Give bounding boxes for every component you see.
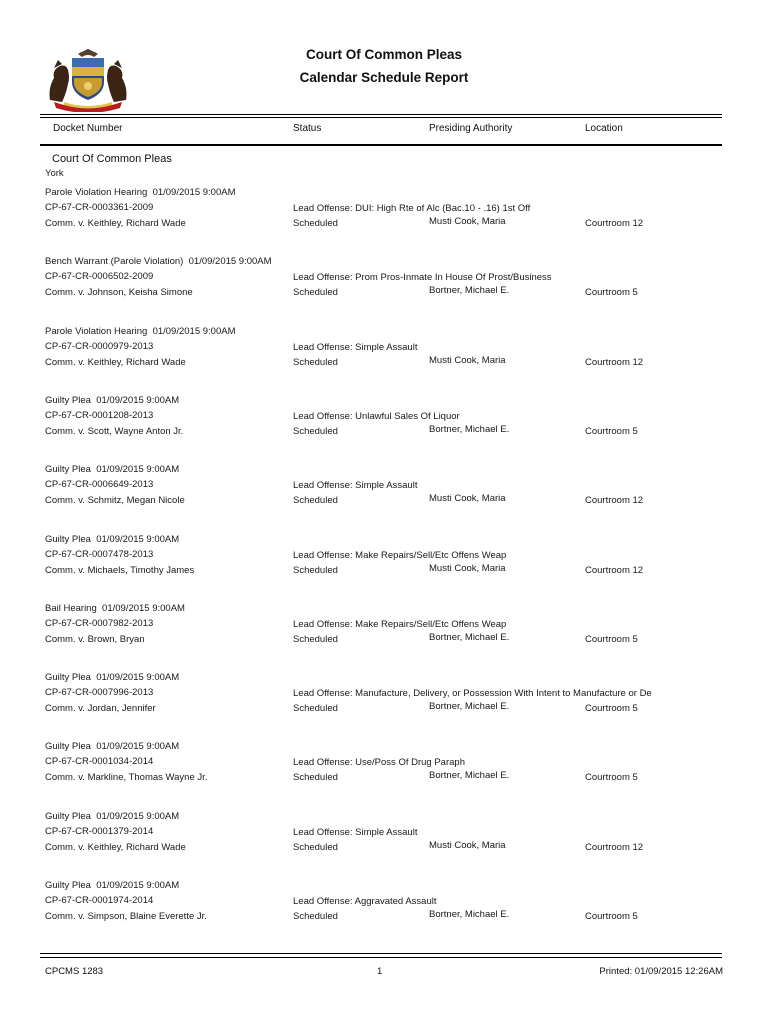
entry-case-caption: Comm. v. Brown, Bryan bbox=[45, 634, 145, 645]
entry-presiding-authority: Musti Cook, Maria bbox=[429, 216, 506, 227]
entry-docket-number: CP-67-CR-0006502-2009 bbox=[45, 271, 154, 282]
entry-status: Scheduled bbox=[293, 287, 338, 298]
entry-datetime: 01/09/2015 9:00AM bbox=[96, 741, 180, 752]
entry-presiding-authority: Bortner, Michael E. bbox=[429, 285, 510, 296]
section-county: York bbox=[45, 168, 64, 179]
entry-event-datetime bbox=[45, 464, 179, 475]
entry-location: Courtroom 5 bbox=[585, 287, 638, 298]
entry-event-datetime bbox=[45, 187, 236, 198]
entry-presiding-authority: Bortner, Michael E. bbox=[429, 632, 510, 643]
calendar-entry bbox=[0, 187, 768, 243]
entry-datetime: 01/09/2015 9:00AM bbox=[152, 187, 236, 198]
entry-presiding-authority: Bortner, Michael E. bbox=[429, 424, 510, 435]
entry-datetime: 01/09/2015 9:00AM bbox=[102, 603, 185, 614]
entry-status: Scheduled bbox=[293, 634, 338, 645]
entry-event-datetime bbox=[45, 256, 272, 267]
entry-location: Courtroom 5 bbox=[585, 426, 638, 437]
entry-lead-offense: Lead Offense: Use/Poss Of Drug Paraph bbox=[293, 757, 465, 768]
entry-docket-number: CP-67-CR-0001974-2014 bbox=[45, 895, 154, 906]
entry-event-type: Parole Violation Hearing bbox=[45, 187, 148, 198]
header-rule-top bbox=[40, 114, 722, 115]
entry-location: Courtroom 12 bbox=[585, 218, 644, 229]
entry-event-type: Guilty Plea bbox=[45, 880, 91, 891]
entry-event-type: Guilty Plea bbox=[45, 741, 91, 752]
entry-location: Courtroom 5 bbox=[585, 772, 638, 783]
entry-event-type: Guilty Plea bbox=[45, 811, 91, 822]
entry-presiding-authority: Musti Cook, Maria bbox=[429, 355, 506, 366]
entry-docket-number: CP-67-CR-0007478-2013 bbox=[45, 549, 154, 560]
entry-status: Scheduled bbox=[293, 218, 338, 229]
entry-lead-offense: Lead Offense: Manufacture, Delivery, or Possession With Intent to Manufacture or De bbox=[293, 688, 652, 699]
column-header-docket-number: Docket Number bbox=[53, 123, 123, 134]
entry-datetime: 01/09/2015 9:00AM bbox=[152, 326, 236, 337]
report-court-title: Court Of Common Pleas bbox=[305, 47, 462, 62]
entry-lead-offense: Lead Offense: Simple Assault bbox=[293, 342, 418, 353]
entry-event-datetime bbox=[45, 741, 179, 752]
entry-case-caption: Comm. v. Schmitz, Megan Nicole bbox=[45, 495, 185, 506]
column-header-rule bbox=[40, 144, 722, 146]
entry-location: Courtroom 12 bbox=[585, 565, 644, 576]
entry-event-type: Guilty Plea bbox=[45, 672, 91, 683]
column-header-location: Location bbox=[585, 123, 623, 134]
header-rule-bottom bbox=[40, 117, 722, 118]
entry-lead-offense: Lead Offense: Make Repairs/Sell/Etc Offens Weap bbox=[293, 619, 507, 630]
entry-event-datetime bbox=[45, 811, 179, 822]
entry-location: Courtroom 5 bbox=[585, 911, 638, 922]
entry-docket-number: CP-67-CR-0006649-2013 bbox=[45, 479, 154, 490]
entry-status: Scheduled bbox=[293, 357, 338, 368]
entry-case-caption: Comm. v. Jordan, Jennifer bbox=[45, 703, 156, 714]
entry-event-datetime bbox=[45, 534, 179, 545]
entry-event-datetime bbox=[45, 603, 185, 614]
entry-lead-offense: Lead Offense: Prom Pros-Inmate In House Of Prost/Business bbox=[293, 272, 552, 283]
entry-status: Scheduled bbox=[293, 772, 338, 783]
footer-page-number: 1 bbox=[377, 966, 383, 977]
entry-case-caption: Comm. v. Simpson, Blaine Everette Jr. bbox=[45, 911, 207, 922]
report-title: Calendar Schedule Report bbox=[299, 70, 469, 85]
entry-docket-number: CP-67-CR-0001379-2014 bbox=[45, 826, 154, 837]
entry-datetime: 01/09/2015 9:00AM bbox=[96, 395, 180, 406]
entry-location: Courtroom 12 bbox=[585, 495, 644, 506]
calendar-entry bbox=[0, 256, 768, 312]
entry-docket-number: CP-67-CR-0007982-2013 bbox=[45, 618, 154, 629]
entry-case-caption: Comm. v. Markline, Thomas Wayne Jr. bbox=[45, 772, 208, 783]
entry-event-datetime bbox=[45, 672, 179, 683]
entry-datetime: 01/09/2015 9:00AM bbox=[96, 672, 180, 683]
footer-rule-top bbox=[40, 953, 722, 954]
entry-status: Scheduled bbox=[293, 911, 338, 922]
entry-lead-offense: Lead Offense: DUI: High Rte of Alc (Bac.10 - .16) 1st Off bbox=[293, 203, 531, 214]
footer-rule-bottom bbox=[40, 957, 722, 958]
entry-datetime: 01/09/2015 9:00AM bbox=[96, 464, 180, 475]
entry-event-type: Parole Violation Hearing bbox=[45, 326, 148, 337]
entry-case-caption: Comm. v. Keithley, Richard Wade bbox=[45, 842, 186, 853]
footer-form-id: CPCMS 1283 bbox=[45, 966, 104, 977]
entry-lead-offense: Lead Offense: Make Repairs/Sell/Etc Offens Weap bbox=[293, 550, 507, 561]
entry-docket-number: CP-67-CR-0000979-2013 bbox=[45, 341, 154, 352]
entry-event-type: Bench Warrant (Parole Violation) bbox=[45, 256, 184, 267]
entry-status: Scheduled bbox=[293, 565, 338, 576]
entry-case-caption: Comm. v. Michaels, Timothy James bbox=[45, 565, 195, 576]
entry-location: Courtroom 12 bbox=[585, 357, 644, 368]
entry-case-caption: Comm. v. Johnson, Keisha Simone bbox=[45, 287, 193, 298]
entry-location: Courtroom 12 bbox=[585, 842, 644, 853]
entry-event-type: Guilty Plea bbox=[45, 534, 91, 545]
entry-event-datetime bbox=[45, 880, 179, 891]
entry-docket-number: CP-67-CR-0007996-2013 bbox=[45, 687, 154, 698]
entry-location: Courtroom 5 bbox=[585, 703, 638, 714]
entry-case-caption: Comm. v. Scott, Wayne Anton Jr. bbox=[45, 426, 184, 437]
entry-event-type: Bail Hearing bbox=[45, 603, 97, 614]
entry-presiding-authority: Bortner, Michael E. bbox=[429, 770, 510, 781]
entry-presiding-authority: Musti Cook, Maria bbox=[429, 493, 506, 504]
entry-case-caption: Comm. v. Keithley, Richard Wade bbox=[45, 357, 186, 368]
entry-presiding-authority: Musti Cook, Maria bbox=[429, 563, 506, 574]
entry-datetime: 01/09/2015 9:00AM bbox=[96, 811, 180, 822]
entry-datetime: 01/09/2015 9:00AM bbox=[96, 534, 180, 545]
calendar-entry bbox=[0, 464, 768, 520]
section-court-title: Court Of Common Pleas bbox=[52, 153, 172, 165]
entry-event-datetime bbox=[45, 326, 236, 337]
entry-status: Scheduled bbox=[293, 703, 338, 714]
entry-status: Scheduled bbox=[293, 495, 338, 506]
calendar-entry bbox=[0, 672, 768, 728]
entry-location: Courtroom 5 bbox=[585, 634, 638, 645]
entry-presiding-authority: Musti Cook, Maria bbox=[429, 840, 506, 851]
entry-event-type: Guilty Plea bbox=[45, 395, 91, 406]
calendar-entry bbox=[0, 603, 768, 659]
entry-event-type: Guilty Plea bbox=[45, 464, 91, 475]
entry-docket-number: CP-67-CR-0001034-2014 bbox=[45, 756, 154, 767]
entry-event-datetime bbox=[45, 395, 179, 406]
column-header-presiding-authority: Presiding Authority bbox=[429, 123, 513, 134]
calendar-entry bbox=[0, 880, 768, 936]
entry-docket-number: CP-67-CR-0001208-2013 bbox=[45, 410, 154, 421]
entry-datetime: 01/09/2015 9:00AM bbox=[96, 880, 180, 891]
calendar-entry bbox=[0, 534, 768, 590]
entry-status: Scheduled bbox=[293, 842, 338, 853]
entry-lead-offense: Lead Offense: Simple Assault bbox=[293, 480, 418, 491]
entry-lead-offense: Lead Offense: Aggravated Assault bbox=[293, 896, 437, 907]
calendar-entry bbox=[0, 326, 768, 382]
entry-case-caption: Comm. v. Keithley, Richard Wade bbox=[45, 218, 186, 229]
footer-printed-timestamp: Printed: 01/09/2015 12:26AM bbox=[599, 966, 723, 977]
calendar-entry bbox=[0, 811, 768, 867]
entry-lead-offense: Lead Offense: Simple Assault bbox=[293, 827, 418, 838]
entry-presiding-authority: Bortner, Michael E. bbox=[429, 701, 510, 712]
calendar-entry bbox=[0, 741, 768, 797]
entry-datetime: 01/09/2015 9:00AM bbox=[188, 256, 272, 267]
column-header-status: Status bbox=[293, 123, 322, 134]
entry-status: Scheduled bbox=[293, 426, 338, 437]
calendar-entry bbox=[0, 395, 768, 451]
entry-lead-offense: Lead Offense: Unlawful Sales Of Liquor bbox=[293, 411, 460, 422]
entry-docket-number: CP-67-CR-0003361-2009 bbox=[45, 202, 154, 213]
entry-presiding-authority: Bortner, Michael E. bbox=[429, 909, 510, 920]
